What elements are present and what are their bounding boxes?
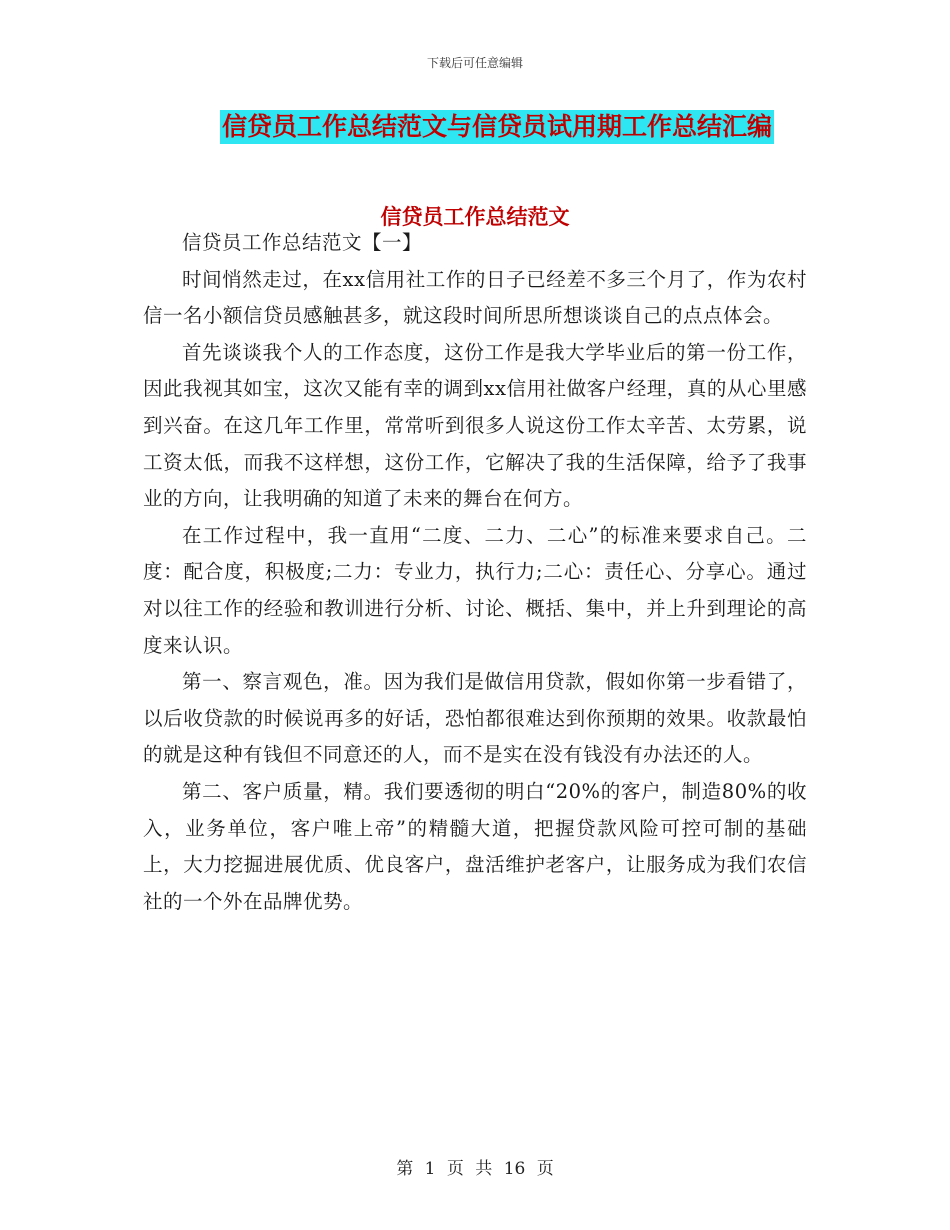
paragraph: 第二、客户质量，精。我们要透彻的明白“20%的客户，制造80%的收入，业务单位，客户唯上帝”的精髓大道，把握贷款风险可控可制的基础上，大力挖掘进展优质、优良客户，盘活维护老客户，让服务成为我们农信社的一个外在品牌优势。 bbox=[143, 779, 807, 913]
paragraph: 时间悄然走过，在xx信用社工作的日子已经差不多三个月了，作为农村信一名小额信贷员感触甚多，就这段时间所思所想谈谈自己的点点体会。 bbox=[143, 267, 807, 328]
document-body bbox=[143, 225, 807, 920]
header-note: 下载后可任意编辑 bbox=[426, 56, 523, 70]
document-title-container bbox=[0, 110, 950, 144]
paragraph: 第一、察言观色，准。因为我们是做信用贷款，假如你第一步看错了，以后收贷款的时候说再多的好话，恐怕都很难达到你预期的效果。收款最怕的就是这种有钱但不同意还的人，而不是实在没有钱没有办法还的人。 bbox=[143, 670, 807, 767]
page-number-footer: 第 1 页 共 16 页 bbox=[396, 1159, 554, 1179]
section-title: 信贷员工作总结范文 bbox=[380, 204, 570, 229]
paragraph-subtitle: 信贷员工作总结范文【一】 bbox=[182, 231, 423, 254]
paragraph: 在工作过程中，我一直用“二度、二力、二心”的标准来要求自己。二度：配合度，积极度;二力：专业力，执行力;二心：责任心、分享心。通过对以往工作的经验和教训进行分析、讨论、概括、集中，并上升到理论的高度来认识。 bbox=[143, 523, 807, 657]
document-title: 信贷员工作总结范文与信贷员试用期工作总结汇编 bbox=[220, 110, 774, 144]
paragraph: 首先谈谈我个人的工作态度，这份工作是我大学毕业后的第一份工作，因此我视其如宝，这次又能有幸的调到xx信用社做客户经理，真的从心里感到兴奋。在这几年工作里，常常听到很多人说这份工作太辛苦、太劳累，说工资太低，而我不这样想，这份工作，它解决了我的生活保障，给予了我事业的方向，让我明确的知道了未来的舞台在何方。 bbox=[143, 340, 807, 511]
